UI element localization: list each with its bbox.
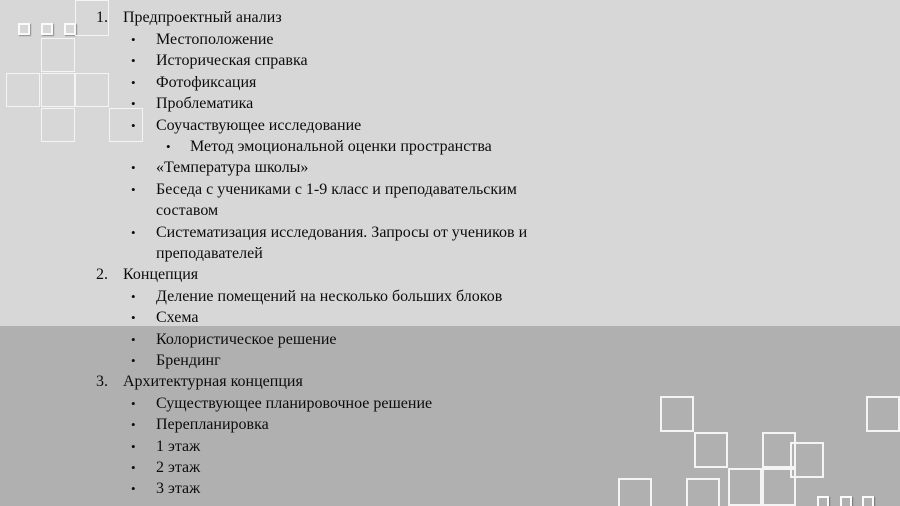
bullet-icon: • [131,460,136,475]
list-item-text: Фотофиксация [156,74,257,91]
list-item-text: преподавателей [156,245,263,262]
list-item-text: Брендинг [156,352,221,369]
bullet-icon: • [131,32,136,47]
list-item-text: Проблематика [156,95,254,112]
list-item-text: Перепланировка [156,416,269,433]
section-number: 3. [96,373,108,390]
bullet-icon: • [131,353,136,368]
list-item-text: 3 этаж [156,480,201,497]
section-number: 1. [96,9,108,26]
list-item-text: 1 этаж [156,438,201,455]
list-item-text: Колористическое решение [156,331,337,348]
section-title: Архитектурная концепция [123,373,303,390]
section-title: Концепция [123,266,199,283]
bullet-icon: • [131,439,136,454]
section-title: Предпроектный анализ [123,9,282,26]
list-item-text: 2 этаж [156,459,201,476]
bullet-icon: • [131,310,136,325]
bullet-icon: • [131,160,136,175]
list-item-text: Деление помещений на несколько больших блоков [156,288,503,305]
bullet-icon: • [131,332,136,347]
bullet-icon: • [131,182,136,197]
sub-list-item-text: Метод эмоциональной оценки пространства [190,138,492,155]
bullet-icon: • [131,53,136,68]
list-item-text: Существующее планировочное решение [156,395,433,412]
list-item-text: Соучаствующее исследование [156,117,362,134]
bullet-icon: • [131,118,136,133]
section-number: 2. [96,266,108,283]
bullet-icon: • [131,396,136,411]
list-item-text: Систематизация исследования. Запросы от учеников и [156,224,528,241]
list-item-text: составом [156,202,219,219]
bullet-icon: • [131,481,136,496]
list-item-text: «Температура школы» [156,159,309,176]
list-item-text: Беседа с учениками с 1-9 класс и преподавательским [156,181,517,198]
list-item-text: Местоположение [156,31,274,48]
list-item-text: Историческая справка [156,52,308,69]
bullet-icon: • [131,289,136,304]
bullet-icon: • [131,417,136,432]
bullet-icon: • [131,96,136,111]
bullet-icon: • [166,139,171,154]
bullet-icon: • [131,75,136,90]
bullet-icon: • [131,225,136,240]
list-item-text: Схема [156,309,199,326]
